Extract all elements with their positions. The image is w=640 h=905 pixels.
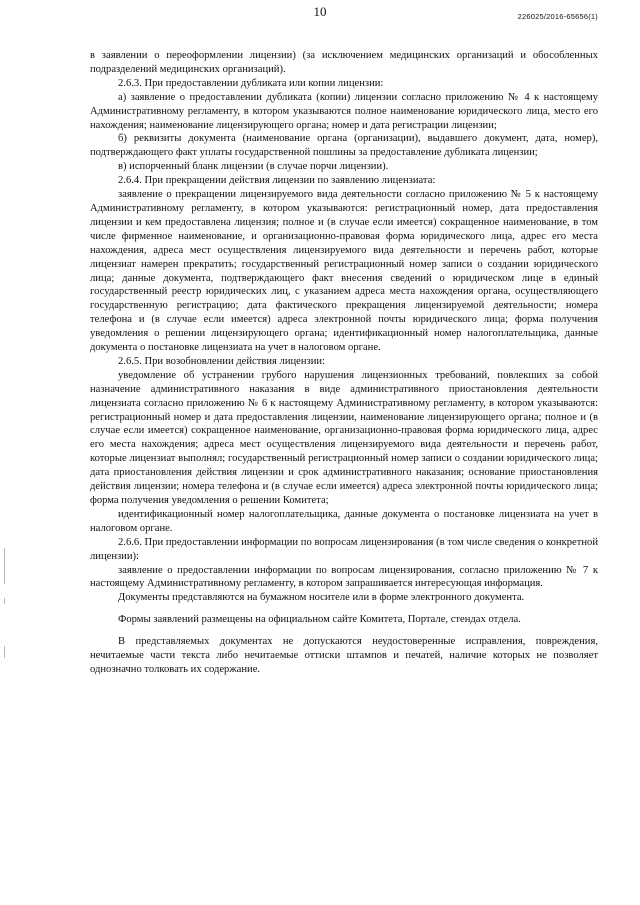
section-2-6-5-heading: 2.6.5. При возобновлении действия лицензии: <box>118 355 326 367</box>
paragraph-forms-location: Формы заявлений размещены на официальном сайте Комитета, Портале, стендах отдела. <box>118 614 521 626</box>
paragraph-item-a: а) заявление о предоставлении дубликата (копии) лицензии согласно приложению № 4 к настоящему Административному регламенту, в котором указываются полное наименование юридического лица, место его нахождения; наименование лицензирующего органа; номер и дата регистрации лицензии; <box>90 91 598 131</box>
paragraph-item-v: в) испорченный бланк лицензии (в случае порчи лицензии). <box>118 161 389 173</box>
document-body <box>90 49 598 677</box>
paragraph-resumption-notice: уведомление об устранении грубого нарушения лицензионных требований, повлекших за собой назначение административного наказания в виде административного приостановления деятельности лицензиата согласно приложению № 6 к настоящему Административному регламенту, в котором указываются: регистрационный номер и дата предоставления лицензии, наименование лицензирующего органа; полное и (в случае если имеется) сокращенное наименование, организационно-правовая форма юридического лица, адрес его места нахождения; адреса мест осуществления лицензируемого вида деятельности и перечень работ, которые лицензиат выполнял; государственный регистрационный номер записи о создании юридического лица; дата приостановления действия лицензии и срок административного наказания; основание приостановления действия лицензии; номера телефона и (в случае если имеется) адреса электронной почты юридического лица; форма получения уведомления о решении Комитета; <box>90 369 598 506</box>
document-number: 226025/2016-65656(1) <box>517 12 598 21</box>
paragraph-termination-application: заявление о прекращении лицензируемого вида деятельности согласно приложению № 5 к настоящему Административному регламенту, в котором указываются: регистрационный номер, дата предоставления лицензии и кем предоставлена лицензия; полное и (в случае если имеется) сокращенное наименование, в том числе фирменное наименование, и организационно-правовая форма юридического лица, адрес его места нахождения, адреса мест осуществления лицензируемого вида деятельности и перечень работ, которые лицензиат намерен прекратить; государственный регистрационный номер записи о создании юридического лица; данные документа, подтверждающего факт внесения сведений о юридическом лице в единый государственный реестр юридических лиц, с указанием адреса места нахождения органа, осуществляющего государственную регистрацию; дата фактического прекращения лицензируемой деятельности; номера телефона и (в случае если имеется) адреса электронной почты юридического лица; форма получения уведомления о решении лицензирующего органа; идентификационный номер налогоплательщика, данные документа о постановке лицензиата на учет в налоговом органе. <box>90 189 598 354</box>
paragraph-tax-id: идентификационный номер налогоплательщика, данные документа о постановке лицензиата на учет в налоговом органе. <box>90 508 598 534</box>
paragraph-item-b: б) реквизиты документа (наименование органа (организации), выдавшего документ, дата, номер), подтверждающего факт уплаты государственной пошлины за предоставление дубликата лицензии; <box>90 133 598 159</box>
paragraph-corrections-not-allowed: В представляемых документах не допускаются неудостоверенные исправления, повреждения, нечитаемые части текста либо нечитаемые оттиски штампов и печатей, наличие которых не позволяет однозначно толковать их содержание. <box>90 636 598 675</box>
margin-mark <box>4 548 5 584</box>
margin-mark <box>4 598 5 604</box>
paragraph-documents-format: Документы представляются на бумажном носителе или в форме электронного документа. <box>118 592 525 604</box>
paragraph-info-request: заявление о предоставлении информации по вопросам лицензирования, согласно приложению № 7 к настоящему Административному регламенту, в котором запрашивается интересующая информация. <box>90 564 598 590</box>
section-2-6-6-heading: 2.6.6. При предоставлении информации по вопросам лицензирования (в том числе сведения о конкретной лицензии): <box>90 536 598 562</box>
paragraph-continuation: в заявлении о переоформлении лицензии) (за исключением медицинских организаций и обособленных подразделений медицинских организаций). <box>90 50 598 75</box>
page-number: 10 <box>313 4 327 19</box>
section-2-6-3-heading: 2.6.3. При предоставлении дубликата или копии лицензии: <box>118 77 384 89</box>
margin-mark <box>4 646 5 658</box>
section-2-6-4-heading: 2.6.4. При прекращении действия лицензии по заявлению лицензиата: <box>118 175 436 187</box>
